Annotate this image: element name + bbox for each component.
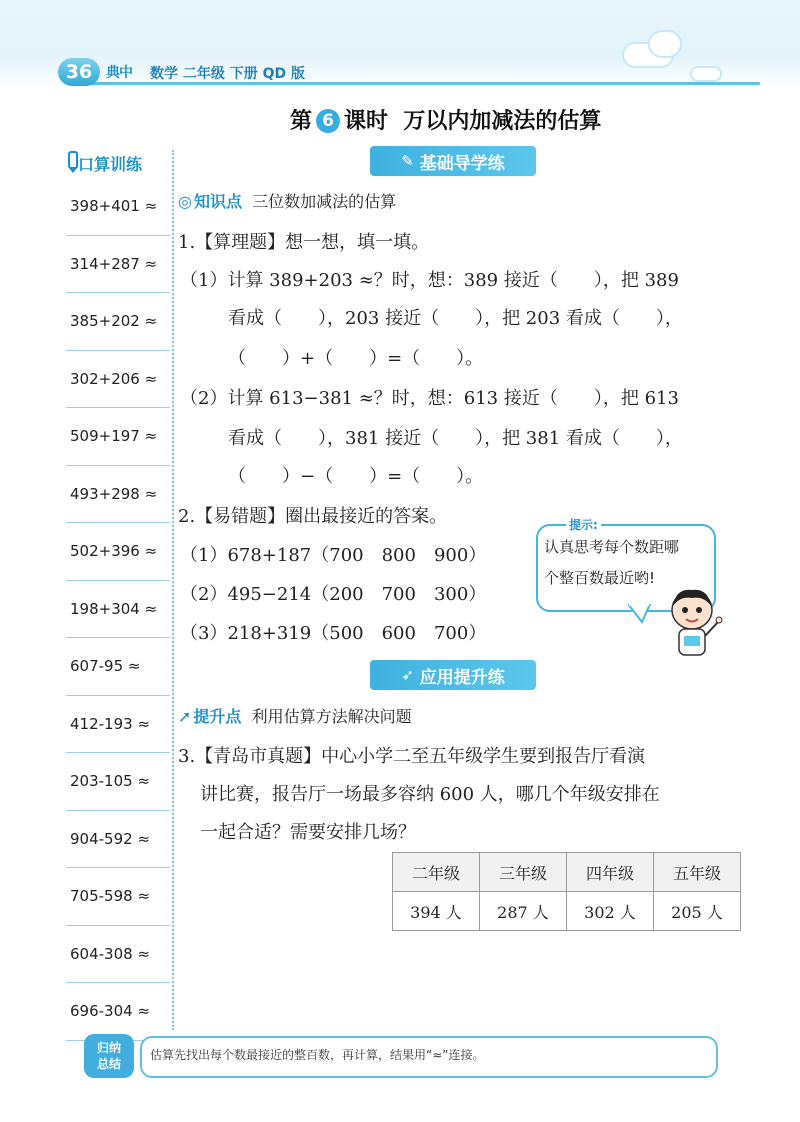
table-header-cell: 五年级	[654, 853, 741, 892]
question-line: 看成（ ），381 接近（ ），把 381 看成（ ），	[228, 428, 683, 449]
table-cell: 287 人	[480, 892, 567, 931]
lesson-prefix: 第	[290, 109, 313, 134]
hint-line: 个整百数最近哟!	[544, 569, 656, 587]
summary-label-line: 总结	[96, 1057, 121, 1071]
section-banner-basic	[370, 146, 536, 176]
question-title: 2.【易错题】圈出最接近的答案。	[178, 506, 448, 527]
oral-training-text: 口算训练	[78, 155, 143, 174]
oral-item: 412-193 ≈	[66, 696, 170, 754]
oral-item: 502+396 ≈	[66, 523, 170, 581]
table-cell: 302 人	[567, 892, 654, 931]
oral-item: 203-105 ≈	[66, 753, 170, 811]
kp-label: 提升点	[193, 707, 242, 726]
book-title: 数学 二年级 下册 QD 版	[150, 66, 306, 82]
cloud-decoration	[690, 66, 722, 82]
summary-text: 估算先找出每个数最接近的整百数，再计算，结果用“≈”连接。	[150, 1048, 485, 1062]
table-cell: 205 人	[654, 892, 741, 931]
target-icon: ◎	[178, 192, 192, 211]
oral-item: 314+287 ≈	[66, 236, 170, 294]
oral-item: 398+401 ≈	[66, 178, 170, 236]
oral-item: 302+206 ≈	[66, 351, 170, 409]
oral-item: 509+197 ≈	[66, 408, 170, 466]
brand-logo: 典中	[106, 65, 132, 81]
oral-item: 385+202 ≈	[66, 293, 170, 351]
lesson-title	[290, 104, 601, 135]
oral-item: 705-598 ≈	[66, 868, 170, 926]
cartoon-boy-mascot	[662, 586, 726, 666]
oral-item: 607-95 ≈	[66, 638, 170, 696]
page-number: 36	[58, 58, 100, 86]
oral-item: 904-592 ≈	[66, 811, 170, 869]
question-line: （1）计算 389+203 ≈？时，想：389 接近（ ），把 389	[180, 270, 679, 291]
oral-list	[66, 178, 170, 1041]
improvement-point	[178, 704, 412, 727]
cloud-decoration	[648, 30, 682, 58]
question-line: （2）计算 613−381 ≈？时，想：613 接近（ ），把 613	[180, 388, 679, 409]
lesson-name: 万以内加减法的估算	[403, 109, 602, 134]
hint-line: 认真思考每个数距哪	[544, 538, 680, 556]
question-line: 看成（ ），203 接近（ ），把 203 看成（ ），	[228, 308, 683, 329]
question-line: 3.【青岛市真题】中心小学二至五年级学生要到报告厅看演	[178, 746, 646, 767]
summary-label	[84, 1034, 134, 1078]
table-header-cell: 四年级	[567, 853, 654, 892]
compass-icon: ✎	[401, 152, 414, 170]
rocket-small-icon: ➚	[178, 707, 192, 726]
table-cell: 394 人	[393, 892, 480, 931]
oral-item: 696-304 ≈	[66, 983, 170, 1041]
question-line: （ ）+（ ）=（ ）。	[228, 348, 484, 369]
question-option: （3）218+319（500 600 700）	[180, 623, 487, 644]
table-header-row	[393, 853, 741, 892]
section-banner-text: 应用提升练	[419, 667, 505, 688]
oral-item: 493+298 ≈	[66, 466, 170, 524]
kp-text: 利用估算方法解决问题	[251, 707, 412, 726]
question-option: （2）495−214（200 700 300）	[180, 584, 487, 605]
question-line: （ ）−（ ）=（ ）。	[228, 466, 484, 487]
table-header-cell: 二年级	[393, 853, 480, 892]
table-row	[393, 892, 741, 931]
bubble-tail	[628, 604, 658, 624]
question-line: 一起合适？需要安排几场？	[200, 822, 416, 843]
section-banner-text: 基础导学练	[419, 153, 505, 174]
rocket-icon: ➶	[401, 666, 414, 684]
grade-table	[392, 852, 741, 931]
question-option: （1）678+187（700 800 900）	[180, 545, 487, 566]
lesson-number: 6	[316, 109, 340, 133]
table-header-cell: 三年级	[480, 853, 567, 892]
question-title: 1.【算理题】想一想，填一填。	[178, 232, 430, 253]
oral-training-label	[64, 148, 174, 176]
column-divider	[172, 150, 174, 1030]
lesson-suffix: 课时	[344, 109, 389, 134]
hint-title: 提示:	[566, 516, 601, 533]
kp-label: 知识点	[193, 192, 242, 211]
summary-label-line: 归纳	[96, 1041, 121, 1055]
kp-text: 三位数加减法的估算	[252, 192, 397, 211]
hint-text	[544, 532, 710, 594]
oral-item: 198+304 ≈	[66, 581, 170, 639]
question-line: 讲比赛，报告厅一场最多容纳 600 人，哪几个年级安排在	[200, 784, 660, 805]
section-banner-advanced	[370, 660, 536, 690]
oral-item: 604-308 ≈	[66, 926, 170, 984]
knowledge-point	[178, 189, 396, 212]
